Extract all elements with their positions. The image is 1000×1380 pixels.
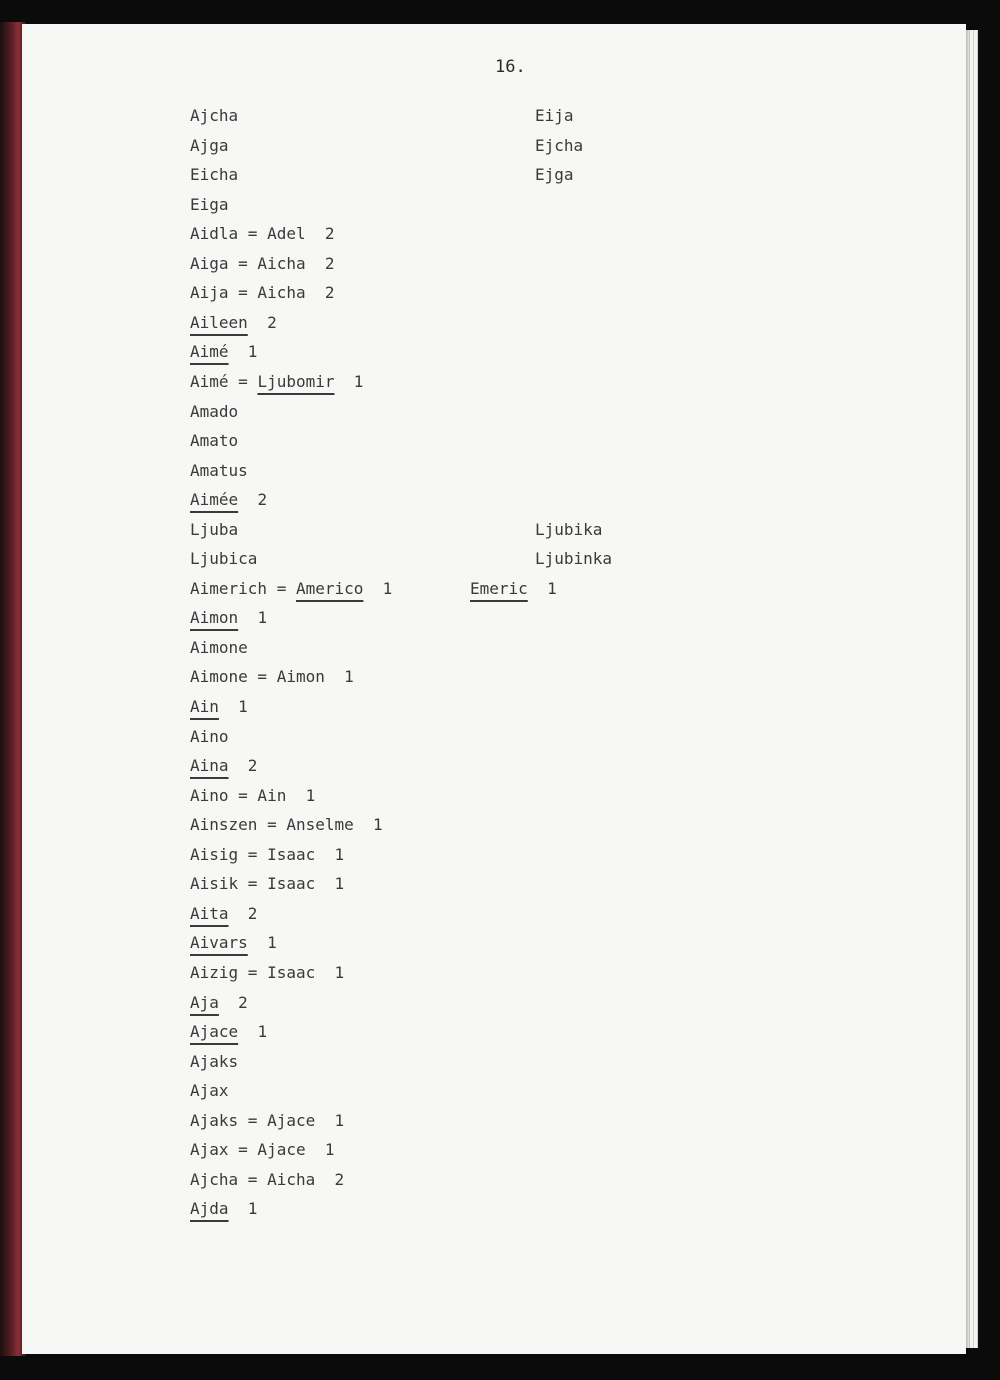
entry-name: Aija (190, 283, 229, 303)
entry-count: 1 (363, 578, 393, 598)
entry-name: Eicha (190, 165, 239, 185)
entry-name: Ajaks (190, 1051, 239, 1071)
entry-name: Eiga (190, 194, 229, 214)
entry-target: Americo (295, 578, 364, 598)
entry-name: Aidla (190, 224, 239, 244)
entry-name: Aimé (190, 371, 229, 391)
variant-name: Ljubika (535, 519, 603, 539)
entry-line (190, 756, 257, 776)
entry-name: Amato (190, 431, 239, 451)
entry-name: Ljuba (190, 519, 239, 539)
entry-detail: 2 (228, 903, 258, 923)
variant-name: Ejga (535, 165, 574, 185)
entry-name: Aimon (190, 608, 239, 628)
entry-name: Ajda (190, 1199, 229, 1219)
entry-line (190, 1111, 344, 1131)
entry-line (190, 667, 354, 687)
entry-name: Aiga (190, 253, 229, 273)
entry-name: Amado (190, 401, 239, 421)
variant-name: Ejcha (535, 135, 584, 155)
entry-line (190, 254, 335, 274)
entry-line (190, 549, 257, 569)
entry-name: Ain (190, 697, 219, 716)
entry-detail: 1 (228, 1199, 258, 1219)
entry-name: Ajaks (190, 1110, 239, 1130)
entry-detail: = Isaac 1 (238, 844, 345, 864)
entry-line (190, 165, 238, 185)
entry-detail: 2 (247, 312, 277, 332)
entry-detail: = Aicha 2 (228, 253, 335, 273)
entry-line (190, 1170, 344, 1190)
entry-detail: = Ajace 1 (238, 1110, 345, 1130)
entry-line (190, 608, 267, 628)
entry-line (190, 313, 277, 333)
entry-detail: = Aicha 2 (228, 283, 335, 303)
entry-line (190, 933, 277, 953)
entry-name: Aimone (190, 667, 248, 687)
variant-entry-emeric (470, 579, 557, 599)
entry-name: Aja (190, 992, 219, 1012)
entry-line (190, 461, 248, 481)
entry-line (190, 283, 335, 303)
entry-name: Aino (190, 785, 229, 805)
entry-name: Aisig (190, 844, 239, 864)
entry-detail: 1 (247, 933, 277, 953)
entry-line (190, 431, 238, 451)
entry-line (190, 195, 229, 215)
entry-line (190, 993, 248, 1013)
entry-name: Amatus (190, 460, 248, 480)
document-page (22, 24, 966, 1354)
variant-name: Ljubinka (535, 549, 613, 569)
entry-detail: 2 (238, 490, 268, 510)
entry-detail: 1 (238, 1022, 268, 1042)
entry-target: Ljubomir (257, 371, 335, 391)
entry-count: 1 (334, 371, 364, 391)
entry-detail: 2 (218, 992, 248, 1012)
entry-detail: = Anselme 1 (257, 815, 383, 835)
entry-detail: = Adel 2 (238, 224, 335, 244)
entry-line (190, 372, 363, 392)
entry-detail: = Isaac 1 (238, 962, 345, 982)
variant-name: Emeric (470, 578, 528, 598)
entry-name: Aisik (190, 874, 239, 894)
entry-name: Ainszen (190, 815, 258, 835)
entry-detail: 1 (228, 342, 258, 362)
entry-name: Ljubica (190, 549, 258, 569)
entry-name: Aimé (190, 342, 229, 362)
entry-line (190, 224, 335, 244)
entry-name: Aita (190, 903, 229, 923)
variant-count: 1 (527, 578, 557, 598)
entry-line (190, 1199, 257, 1219)
entry-name: Ajga (190, 135, 229, 155)
entry-name: Aina (190, 756, 229, 776)
entry-line (190, 727, 229, 747)
entry-line (190, 845, 344, 865)
entry-line (190, 520, 238, 540)
entry-line (190, 1022, 267, 1042)
entry-detail: = Aimon 1 (247, 667, 354, 687)
entry-line (190, 815, 383, 835)
entry-line (190, 904, 257, 924)
entry-detail: = (228, 371, 258, 391)
entry-line (190, 402, 238, 422)
entry-line (190, 136, 229, 156)
entry-line (190, 963, 344, 983)
entry-name: Aimone (190, 637, 248, 657)
entry-line (190, 638, 248, 658)
entry-line (190, 1081, 229, 1101)
entry-line (190, 697, 248, 717)
entry-detail: 2 (228, 756, 258, 776)
entry-name: Aino (190, 726, 229, 746)
entry-detail: = Ajace 1 (228, 1140, 335, 1160)
entry-name: Aivars (190, 933, 248, 953)
entry-line (190, 1140, 335, 1160)
entry-detail: = (267, 578, 296, 598)
entry-name: Ajax (190, 1140, 229, 1160)
entry-line (190, 106, 238, 126)
entry-line (190, 579, 392, 599)
entry-name: Ajcha (190, 1169, 239, 1189)
entry-name: Aileen (190, 312, 248, 332)
entry-line (190, 1052, 238, 1072)
entry-detail: 1 (238, 608, 268, 628)
variant-name: Eija (535, 106, 574, 125)
entry-name: Aimerich (190, 578, 268, 598)
entry-line (190, 342, 257, 362)
entry-line (190, 786, 315, 806)
entry-name: Aizig (190, 962, 239, 982)
entry-detail: = Isaac 1 (238, 874, 345, 894)
entry-line (190, 874, 344, 894)
entry-detail: = Aicha 2 (238, 1169, 345, 1189)
entry-detail: 1 (218, 697, 248, 716)
entry-name: Aimée (190, 490, 239, 510)
page-number: 16. (495, 57, 526, 77)
entry-detail: = Ain 1 (228, 785, 316, 805)
entry-name: Ajcha (190, 106, 239, 125)
entry-line (190, 490, 267, 510)
entry-name: Ajace (190, 1022, 239, 1042)
entry-name: Ajax (190, 1081, 229, 1101)
